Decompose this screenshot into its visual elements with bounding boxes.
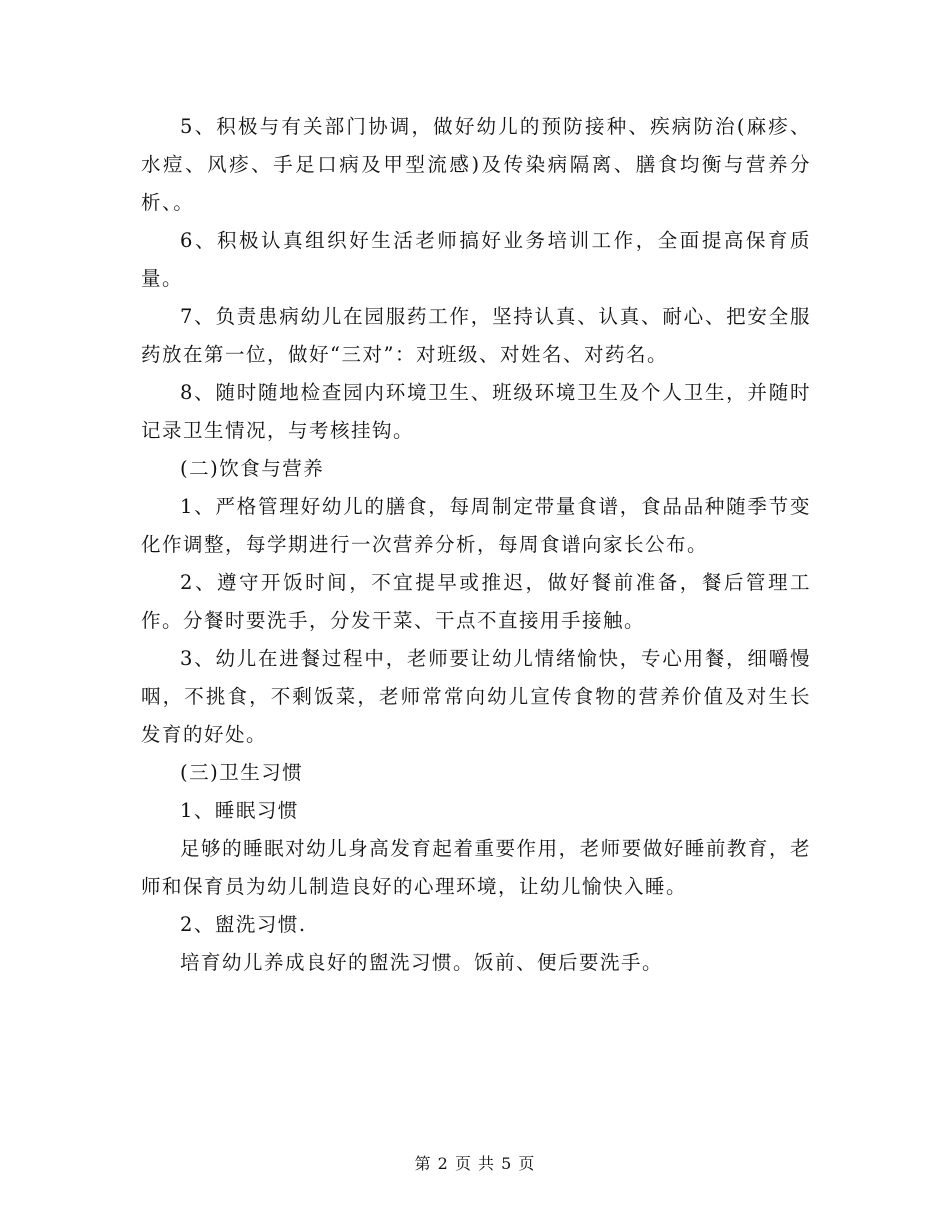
paragraph-washing: 培育幼儿养成良好的盥洗习惯。饭前、便后要洗手。 xyxy=(180,951,664,974)
paragraph-sleep: 足够的睡眠对幼儿身高发育起着重要作用，老师要做好睡前教育，老师和保育员为幼儿制造良好的心理环境，让幼儿愉快入睡。 xyxy=(141,837,811,898)
paragraph-5-prevention: 5、积极与有关部门协调，做好幼儿的预防接种、疾病防治(麻疹、水痘、风疹、手足口病及甲型流感)及传染病隔离、膳食均衡与营养分析、。 xyxy=(141,115,811,214)
subheading-washing-habits: 2、盥洗习惯. xyxy=(180,913,307,936)
paragraph-6-training: 6、积极认真组织好生活老师搞好业务培训工作，全面提高保育质量。 xyxy=(141,229,811,290)
section-heading-hygiene-habits: (三)卫生习惯 xyxy=(180,761,304,784)
paragraph-diet-2: 2、遵守开饭时间，不宜提早或推迟，做好餐前准备，餐后管理工作。分餐时要洗手，分发干菜、干点不直接用手接触。 xyxy=(141,571,811,632)
subheading-sleep-habits: 1、睡眠习惯 xyxy=(180,799,299,822)
paragraph-7-medication: 7、负责患病幼儿在园服药工作，坚持认真、认真、耐心、把安全服药放在第一位，做好“三对”：对班级、对姓名、对药名。 xyxy=(141,305,811,366)
paragraph-diet-1: 1、严格管理好幼儿的膳食，每周制定带量食谱，食品品种随季节变化作调整，每学期进行一次营养分析，每周食谱向家长公布。 xyxy=(141,495,811,556)
paragraph-8-hygiene-check: 8、随时随地检查园内环境卫生、班级环境卫生及个人卫生，并随时记录卫生情况，与考核挂钩。 xyxy=(141,381,811,442)
page-number-footer: 第 2 页 共 5 页 xyxy=(414,1154,536,1173)
paragraph-diet-3: 3、幼儿在进餐过程中，老师要让幼儿情绪愉快，专心用餐，细嚼慢咽，不挑食，不剩饭菜，老师常常向幼儿宣传食物的营养价值及对生长发育的好处。 xyxy=(141,647,811,746)
section-heading-diet: (二)饮食与营养 xyxy=(180,457,325,480)
document-body xyxy=(141,108,811,982)
